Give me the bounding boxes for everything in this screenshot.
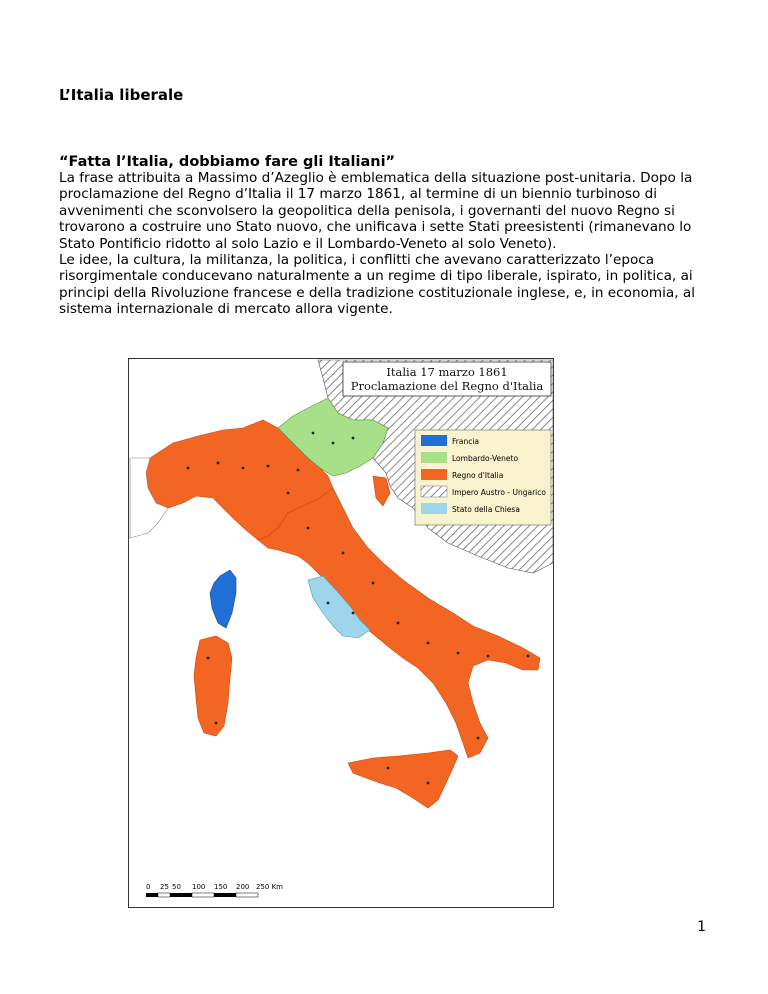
- legend-swatch-austro-ungarico: [421, 486, 447, 497]
- page-number: 1: [697, 919, 706, 935]
- scale-label-0: 0: [146, 883, 151, 891]
- page-title: L’Italia liberale: [59, 86, 184, 104]
- scale-label-250: 250 Km: [256, 883, 283, 891]
- legend-swatch-regno-italia: [421, 469, 447, 480]
- legend-label-lombardo-veneto: Lombardo-Veneto: [452, 454, 519, 463]
- paragraph-1: La frase attribuita a Massimo d’Azeglio è emblematica della situazione post-unitaria. Dopo la proclamazione del Regno d’Italia il 17 marzo 1861, al termine di un biennio turbinoso di avvenimenti che sconvolsero la geopolitica della penisola, i governanti del nuovo Regno si trovarono a costruire uno Stato nuovo, che unificava i sette Stati preesistenti (rimanevano lo Stato Pontificio ridotto al solo Lazio e il Lombardo-Veneto al solo Veneto).: [59, 170, 693, 252]
- historical-map: [128, 358, 554, 908]
- body-text: [59, 170, 719, 318]
- section-subtitle: “Fatta l’Italia, dobbiamo fare gli Italiani”: [59, 154, 396, 170]
- scale-label-200: 200: [236, 883, 250, 891]
- legend-swatch-lombardo-veneto: [421, 452, 447, 463]
- legend-swatch-francia: [421, 435, 447, 446]
- scale-label-150: 150: [214, 883, 228, 891]
- map-title: Italia 17 marzo 1861: [386, 365, 508, 379]
- scale-label-100: 100: [192, 883, 206, 891]
- map-subtitle: Proclamazione del Regno d'Italia: [350, 379, 544, 393]
- legend-label-austro-ungarico: Impero Austro - Ungarico: [452, 488, 546, 497]
- map-legend: [415, 430, 551, 525]
- legend-label-regno-italia: Regno d'Italia: [452, 471, 504, 480]
- scale-label-25: 25: [160, 883, 169, 891]
- paragraph-2: Le idee, la cultura, la militanza, la politica, i conflitti che avevano caratterizzato l’epoca risorgimentale conducevano naturalmente a un regime di tipo liberale, ispirato, in politica, ai principi della Rivoluzione francese e della tradizione costituzionale inglese, e, in economia, al sistema internazionale di mercato allora vigente.: [59, 252, 695, 318]
- legend-label-francia: Francia: [452, 437, 480, 446]
- legend-swatch-stato-chiesa: [421, 503, 447, 514]
- legend-label-stato-chiesa: Stato della Chiesa: [452, 505, 520, 514]
- scale-label-50: 50: [172, 883, 181, 891]
